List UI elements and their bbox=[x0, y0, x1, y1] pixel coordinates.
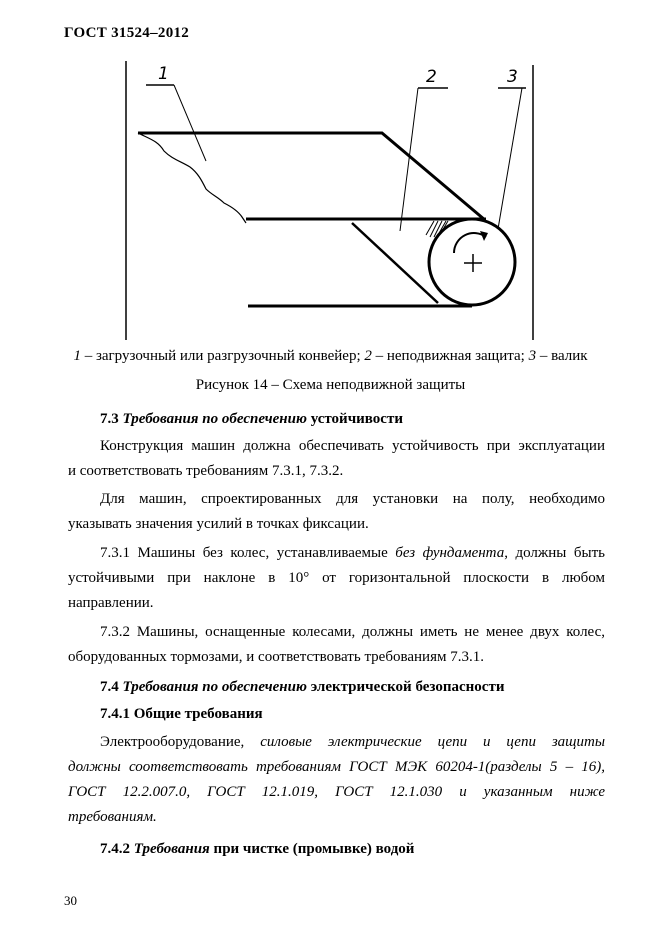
p732-line-2: оборудованных тормозами, и соответствовать требованиям 7.3.1. bbox=[68, 649, 484, 665]
callout-1: 1 bbox=[158, 64, 169, 84]
section-7-4-num: 7.4 bbox=[100, 679, 123, 695]
p741-line-2: должны соответствовать требованиям ГОСТ МЭК 60204-1(разделы 5 – 16), bbox=[68, 759, 605, 775]
section-7-3-num: 7.3 bbox=[100, 411, 123, 427]
section-7-3-heading bbox=[68, 407, 605, 432]
legend-num-3: 3 bbox=[528, 348, 537, 364]
legend-text-1: – загрузочный или разгрузочный конвейер; bbox=[80, 348, 365, 364]
paragraph-7-3-1 bbox=[68, 541, 605, 616]
section-7-4-title-rest: электрической безопасности bbox=[306, 679, 505, 695]
section-7-4-2-title-italic: Требования bbox=[133, 841, 210, 857]
section-7-3-title-italic: Требования по обеспечению bbox=[122, 411, 307, 427]
p731-part-b: без фундамента bbox=[395, 545, 505, 561]
p731-line-2: устойчивыми при наклоне в 10° от горизонтальной плоскости в любом bbox=[68, 570, 605, 586]
p741-part-b: силовые электрические цепи и цепи защиты bbox=[260, 734, 605, 750]
document-header: ГОСТ 31524–2012 bbox=[64, 25, 190, 41]
p731-part-a: 7.3.1 Машины без колес, устанавливаемые bbox=[100, 545, 396, 561]
section-7-4-heading bbox=[68, 675, 605, 700]
legend-num-1: 1 bbox=[73, 348, 81, 364]
p732-line-1: 7.3.2 Машины, оснащенные колесами, должны иметь не менее двух колес, bbox=[100, 624, 605, 640]
p741-part-a: Электрооборудование, bbox=[100, 734, 261, 750]
p741-line-4: требованиям. bbox=[68, 809, 157, 825]
fixed-guard-diagram bbox=[120, 55, 550, 340]
section-7-3-title-rest: устойчивости bbox=[306, 411, 403, 427]
section-7-4-1-title: 7.4.1 Общие требования bbox=[100, 706, 263, 722]
callout-3: 3 bbox=[507, 67, 518, 87]
paragraph-floor-machines-line-1: Для машин, спроектированных для установки на полу, необходимо bbox=[100, 491, 605, 507]
section-7-4-2-heading bbox=[68, 837, 605, 862]
p731-part-c: , должны быть bbox=[504, 545, 605, 561]
figure-title: Рисунок 14 – Схема неподвижной защиты bbox=[195, 377, 466, 393]
paragraph-construction-line-2: и соответствовать требованиям 7.3.1, 7.3.2. bbox=[68, 463, 344, 479]
section-7-4-title-italic: Требования по обеспечению bbox=[122, 679, 307, 695]
section-7-4-2-num: 7.4.2 bbox=[100, 841, 134, 857]
legend-text-3: – валик bbox=[536, 348, 588, 364]
paragraph-construction bbox=[68, 434, 605, 484]
callout-2: 2 bbox=[426, 67, 437, 87]
legend-text-2: – неподвижная защита; bbox=[371, 348, 529, 364]
paragraph-floor-machines-line-2: указывать значения усилий в точках фиксации. bbox=[68, 516, 369, 532]
paragraph-7-3-2 bbox=[68, 620, 605, 670]
page-number: 30 bbox=[64, 893, 77, 908]
paragraph-construction-line-1: Конструкция машин должна обеспечивать устойчивость при эксплуатации bbox=[100, 438, 605, 454]
p741-line-3: ГОСТ 12.2.007.0, ГОСТ 12.1.019, ГОСТ 12.1.030 и указанным ниже bbox=[68, 784, 605, 800]
section-7-4-1-heading bbox=[68, 702, 605, 727]
section-7-4-2-title-rest: при чистке (промывке) водой bbox=[209, 841, 415, 857]
paragraph-7-4-1 bbox=[68, 730, 605, 830]
paragraph-floor-machines bbox=[68, 487, 605, 537]
figure-legend bbox=[0, 346, 661, 366]
p731-line-3: направлении. bbox=[68, 595, 154, 611]
legend-num-2: 2 bbox=[364, 348, 372, 364]
